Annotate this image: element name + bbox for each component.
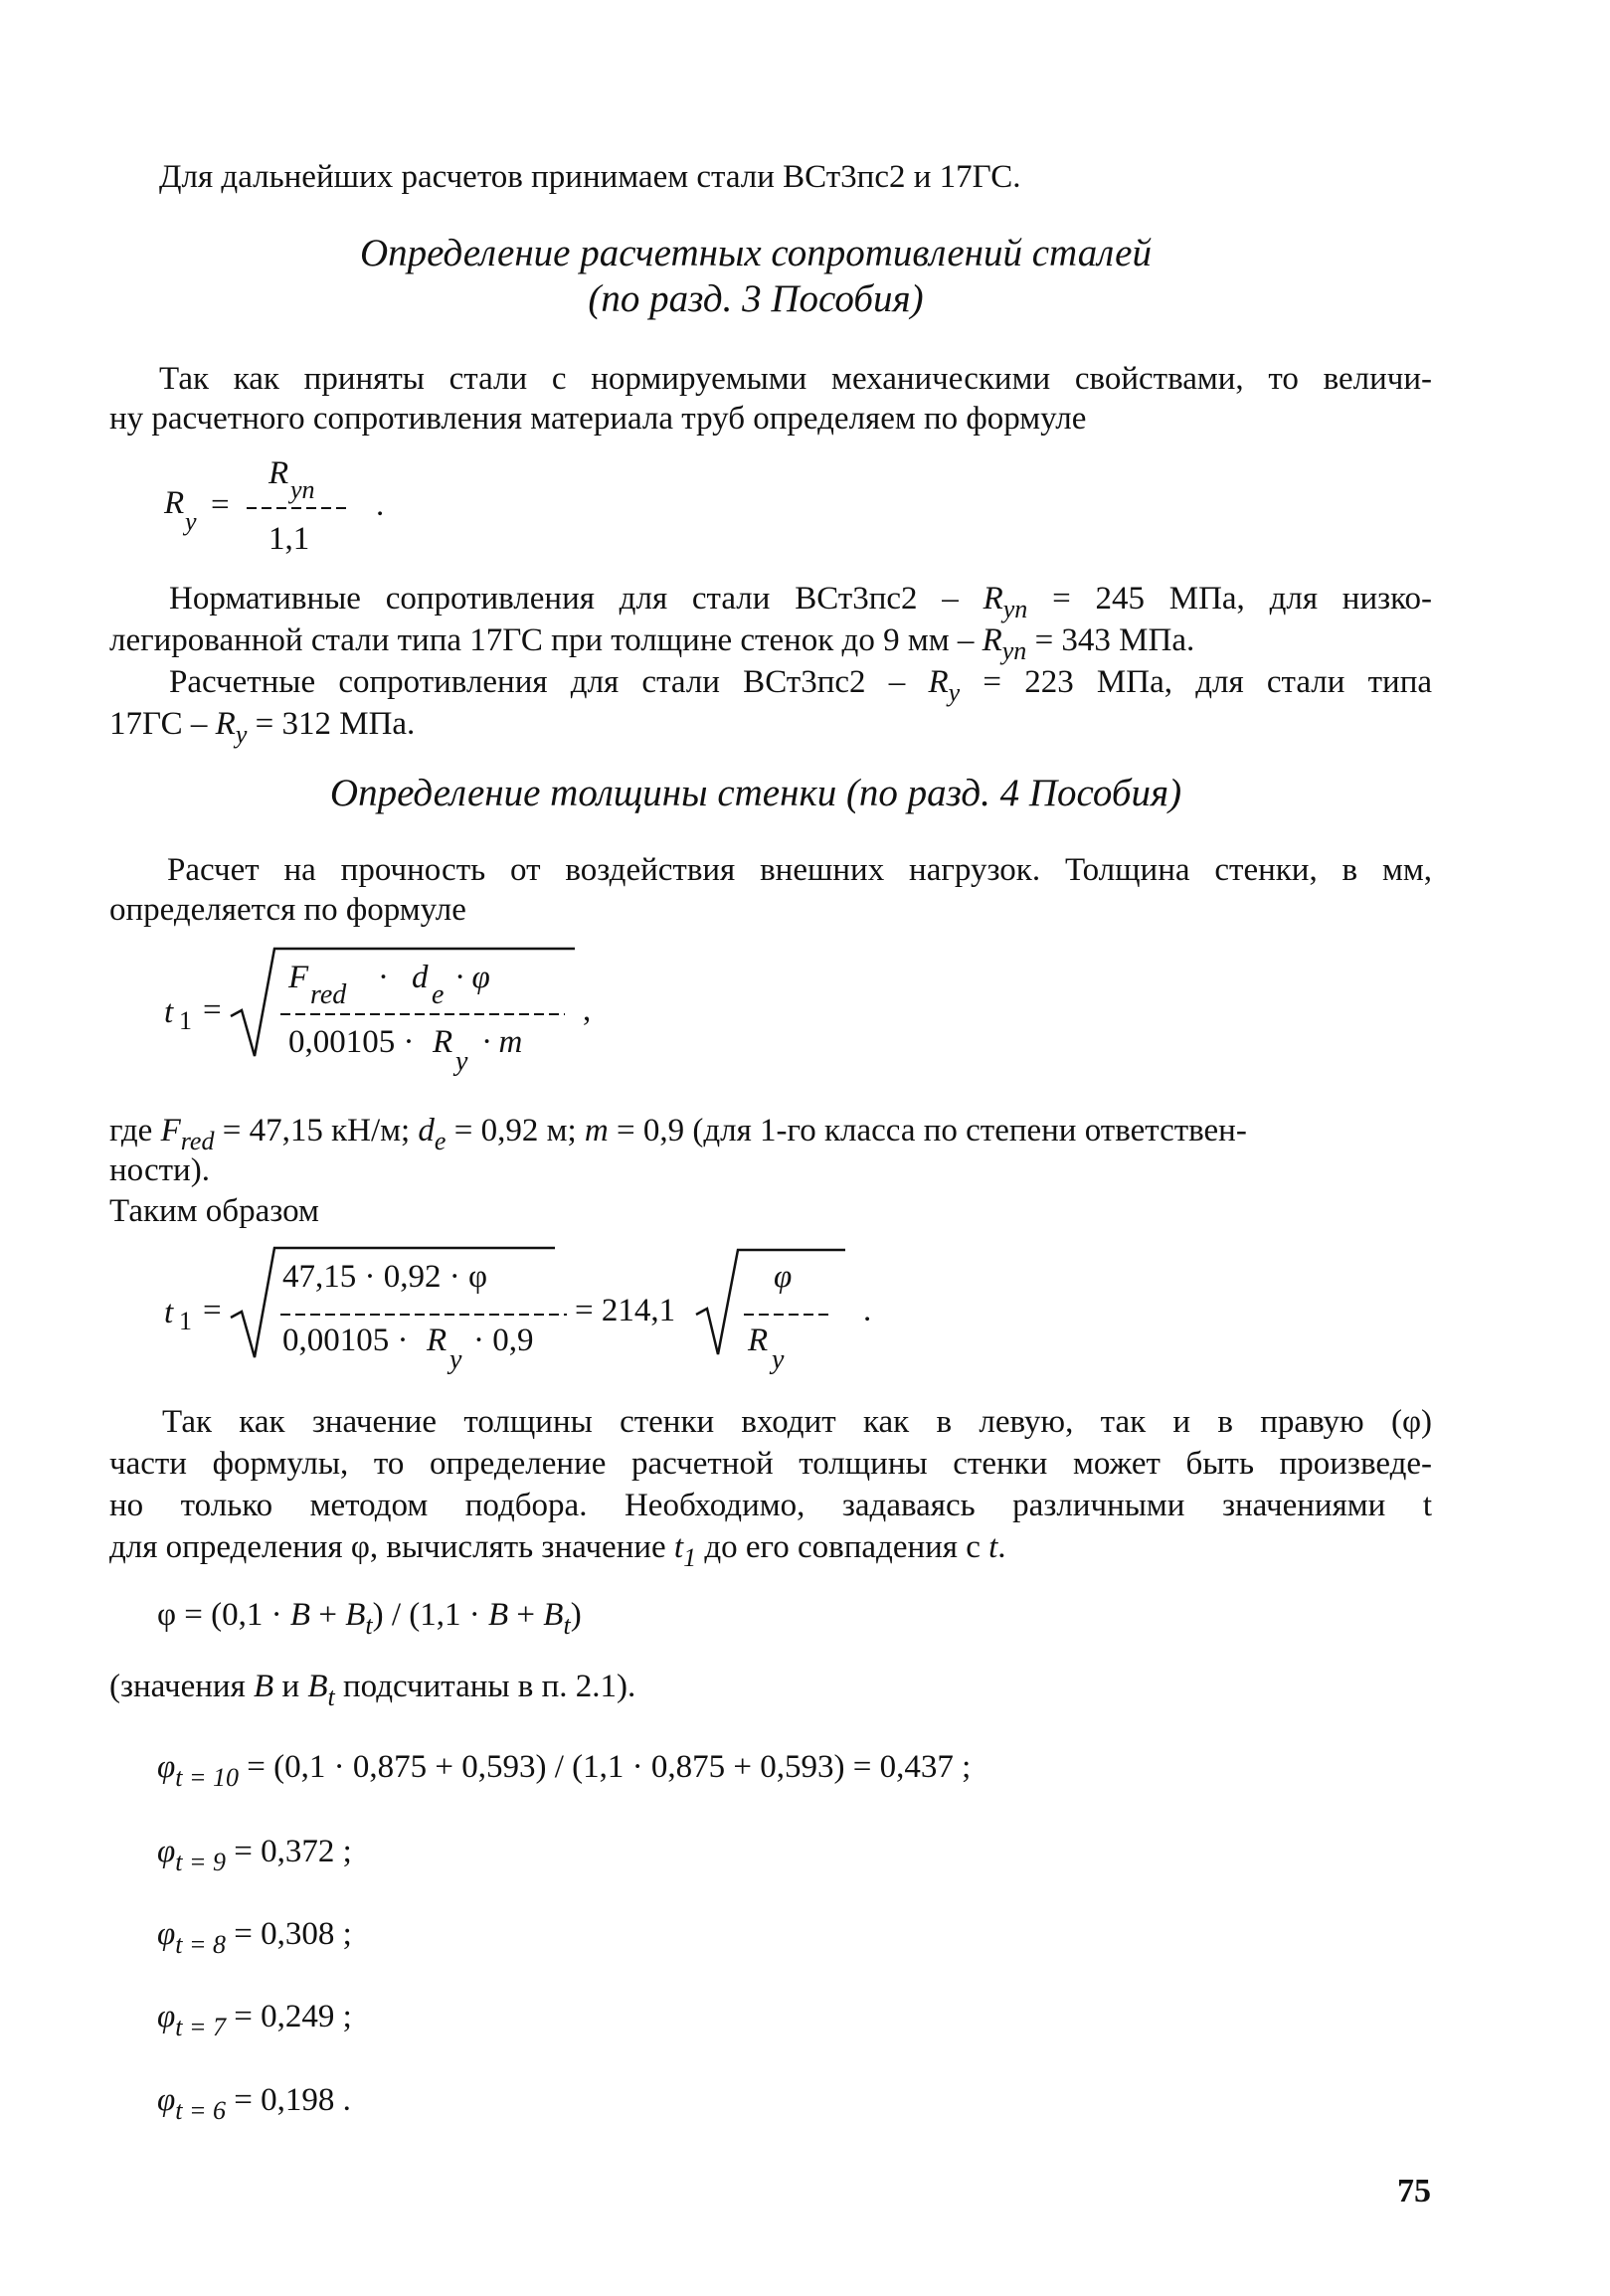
- formula-symbol: d: [412, 960, 429, 995]
- formula-subscript: 1: [179, 1307, 192, 1335]
- phi-value-row: $\varphi_{t = 9} = 0,372$ ;: [157, 1834, 352, 1876]
- formula-subscript: 1: [179, 1006, 192, 1035]
- section-heading-thickness: Определение толщины стенки (по разд. 4 Пособия): [329, 772, 1182, 814]
- paragraph-line: для определения φ, вычислять значение $t_1$ до его совпадения с t.: [109, 1529, 1006, 1572]
- formula-subscript: y: [455, 1046, 468, 1077]
- paragraph-line: Расчетные сопротивления для стали $ВСт3пс2 - R_y = 223$ МПа, для стали типа: [169, 664, 1432, 707]
- formula-symbol: t: [164, 1295, 174, 1330]
- formula-symbol: F: [288, 960, 309, 995]
- formula-operator: ·: [378, 960, 389, 995]
- paragraph-line: $17ГС - R_y = 312$ МПа.: [109, 706, 416, 749]
- thus-text: Таким образом: [109, 1193, 319, 1229]
- formula-operator: = 214,1: [575, 1293, 676, 1328]
- formula-subscript: y: [185, 507, 197, 536]
- formula-symbol: · m: [482, 1024, 523, 1060]
- section-heading-resistance: [259, 231, 1253, 322]
- formula-denominator-end: · 0,9: [473, 1323, 534, 1358]
- phi-value-row: $\varphi_{t = 7} = 0,249$ ;: [157, 1999, 352, 2041]
- phi-value-row: $\varphi_{t = 6} = 0,198$ .: [157, 2082, 351, 2125]
- paragraph-line: легированной стали типа 17ГС при толщине стенок до 9 мм – $R_{yn} = 343$ МПа.: [109, 622, 1195, 665]
- formula-symbol: R: [748, 1323, 769, 1358]
- phi-value-row: $\varphi_{t = 8} = 0,308$ ;: [157, 1916, 352, 1959]
- paragraph-line: но только методом подбора. Необходимо, задаваясь различными значениями t: [109, 1488, 1432, 1523]
- paragraph-line: Расчет на прочность от воздействия внешних нагрузок. Толщина стенки, в мм,: [167, 852, 1432, 888]
- formula-symbol: t: [164, 994, 174, 1030]
- formula-denominator: 0,00105 ·: [288, 1024, 415, 1060]
- paragraph-line: Так как приняты стали с нормируемыми механическими свойствами, то величи-: [159, 361, 1432, 397]
- formula-phi: $\varphi = (0,1 \cdot B + B_t) / (1,1 \cdot B + B_t)$: [157, 1597, 582, 1640]
- values-note: (значения B и $B_t$ подсчитаны в п. 2.1).: [109, 1669, 636, 1711]
- paragraph-line: ну расчетного сопротивления материала труб определяем по формуле: [109, 401, 1087, 437]
- heading-line-2: (по разд. 3 Пособия): [588, 277, 924, 320]
- formula-operator: =: [211, 487, 230, 523]
- formula-numerator: 47,15 · 0,92 · φ: [282, 1259, 488, 1295]
- where-line-2: ности).: [109, 1152, 210, 1188]
- formula-denominator: 1,1: [268, 521, 310, 557]
- formula-symbol: · φ: [455, 960, 490, 995]
- formula-subscript: y: [772, 1344, 785, 1375]
- formula-symbol: R: [433, 1024, 453, 1060]
- formula-operator: =: [203, 992, 222, 1028]
- where-line: где $F_{red} = 47,15$ кН/м; $d_e = 0,92$ м; m = 0,9 (для 1-го класса по степени ответствен-: [109, 1113, 1247, 1155]
- paragraph-line: части формулы, то определение расчетной толщины стенки может быть произведе-: [109, 1446, 1432, 1482]
- heading-line-1: Определение расчетных сопротивлений сталей: [360, 232, 1152, 274]
- formula-denominator: 0,00105 ·: [282, 1323, 409, 1358]
- formula-numerator: φ: [774, 1259, 793, 1295]
- formula-subscript: y: [449, 1344, 462, 1375]
- formula-end: .: [863, 1293, 872, 1328]
- formula-subscript: e: [432, 979, 445, 1010]
- formula-subscript: red: [310, 979, 347, 1010]
- formula-operator: =: [203, 1293, 222, 1328]
- formula-symbol: R: [427, 1323, 447, 1358]
- formula-end: .: [376, 487, 385, 523]
- page-number: 75: [1397, 2173, 1431, 2209]
- phi-value-row: $\varphi_{t = 10} = (0,1 \cdot 0,875 + 0,593) / (1,1 \cdot 0,875 + 0,593) = 0,437$ ;: [157, 1749, 972, 1792]
- formula-symbol: R: [268, 455, 289, 491]
- intro-text: Для дальнейших расчетов принимаем стали ВСт3пс2 и 17ГС.: [159, 159, 1021, 195]
- paragraph-line: определяется по формуле: [109, 892, 466, 928]
- paragraph-line: Нормативные сопротивления для стали $ВСт3пс2 - R_{yn} = 245$ МПа, для низко-: [169, 581, 1432, 623]
- formula-end: ,: [583, 992, 592, 1028]
- formula-subscript: yn: [290, 475, 315, 504]
- formula-symbol: R: [164, 485, 185, 521]
- paragraph-line: Так как значение толщины стенки входит как в левую, так и в правую (φ): [162, 1404, 1432, 1440]
